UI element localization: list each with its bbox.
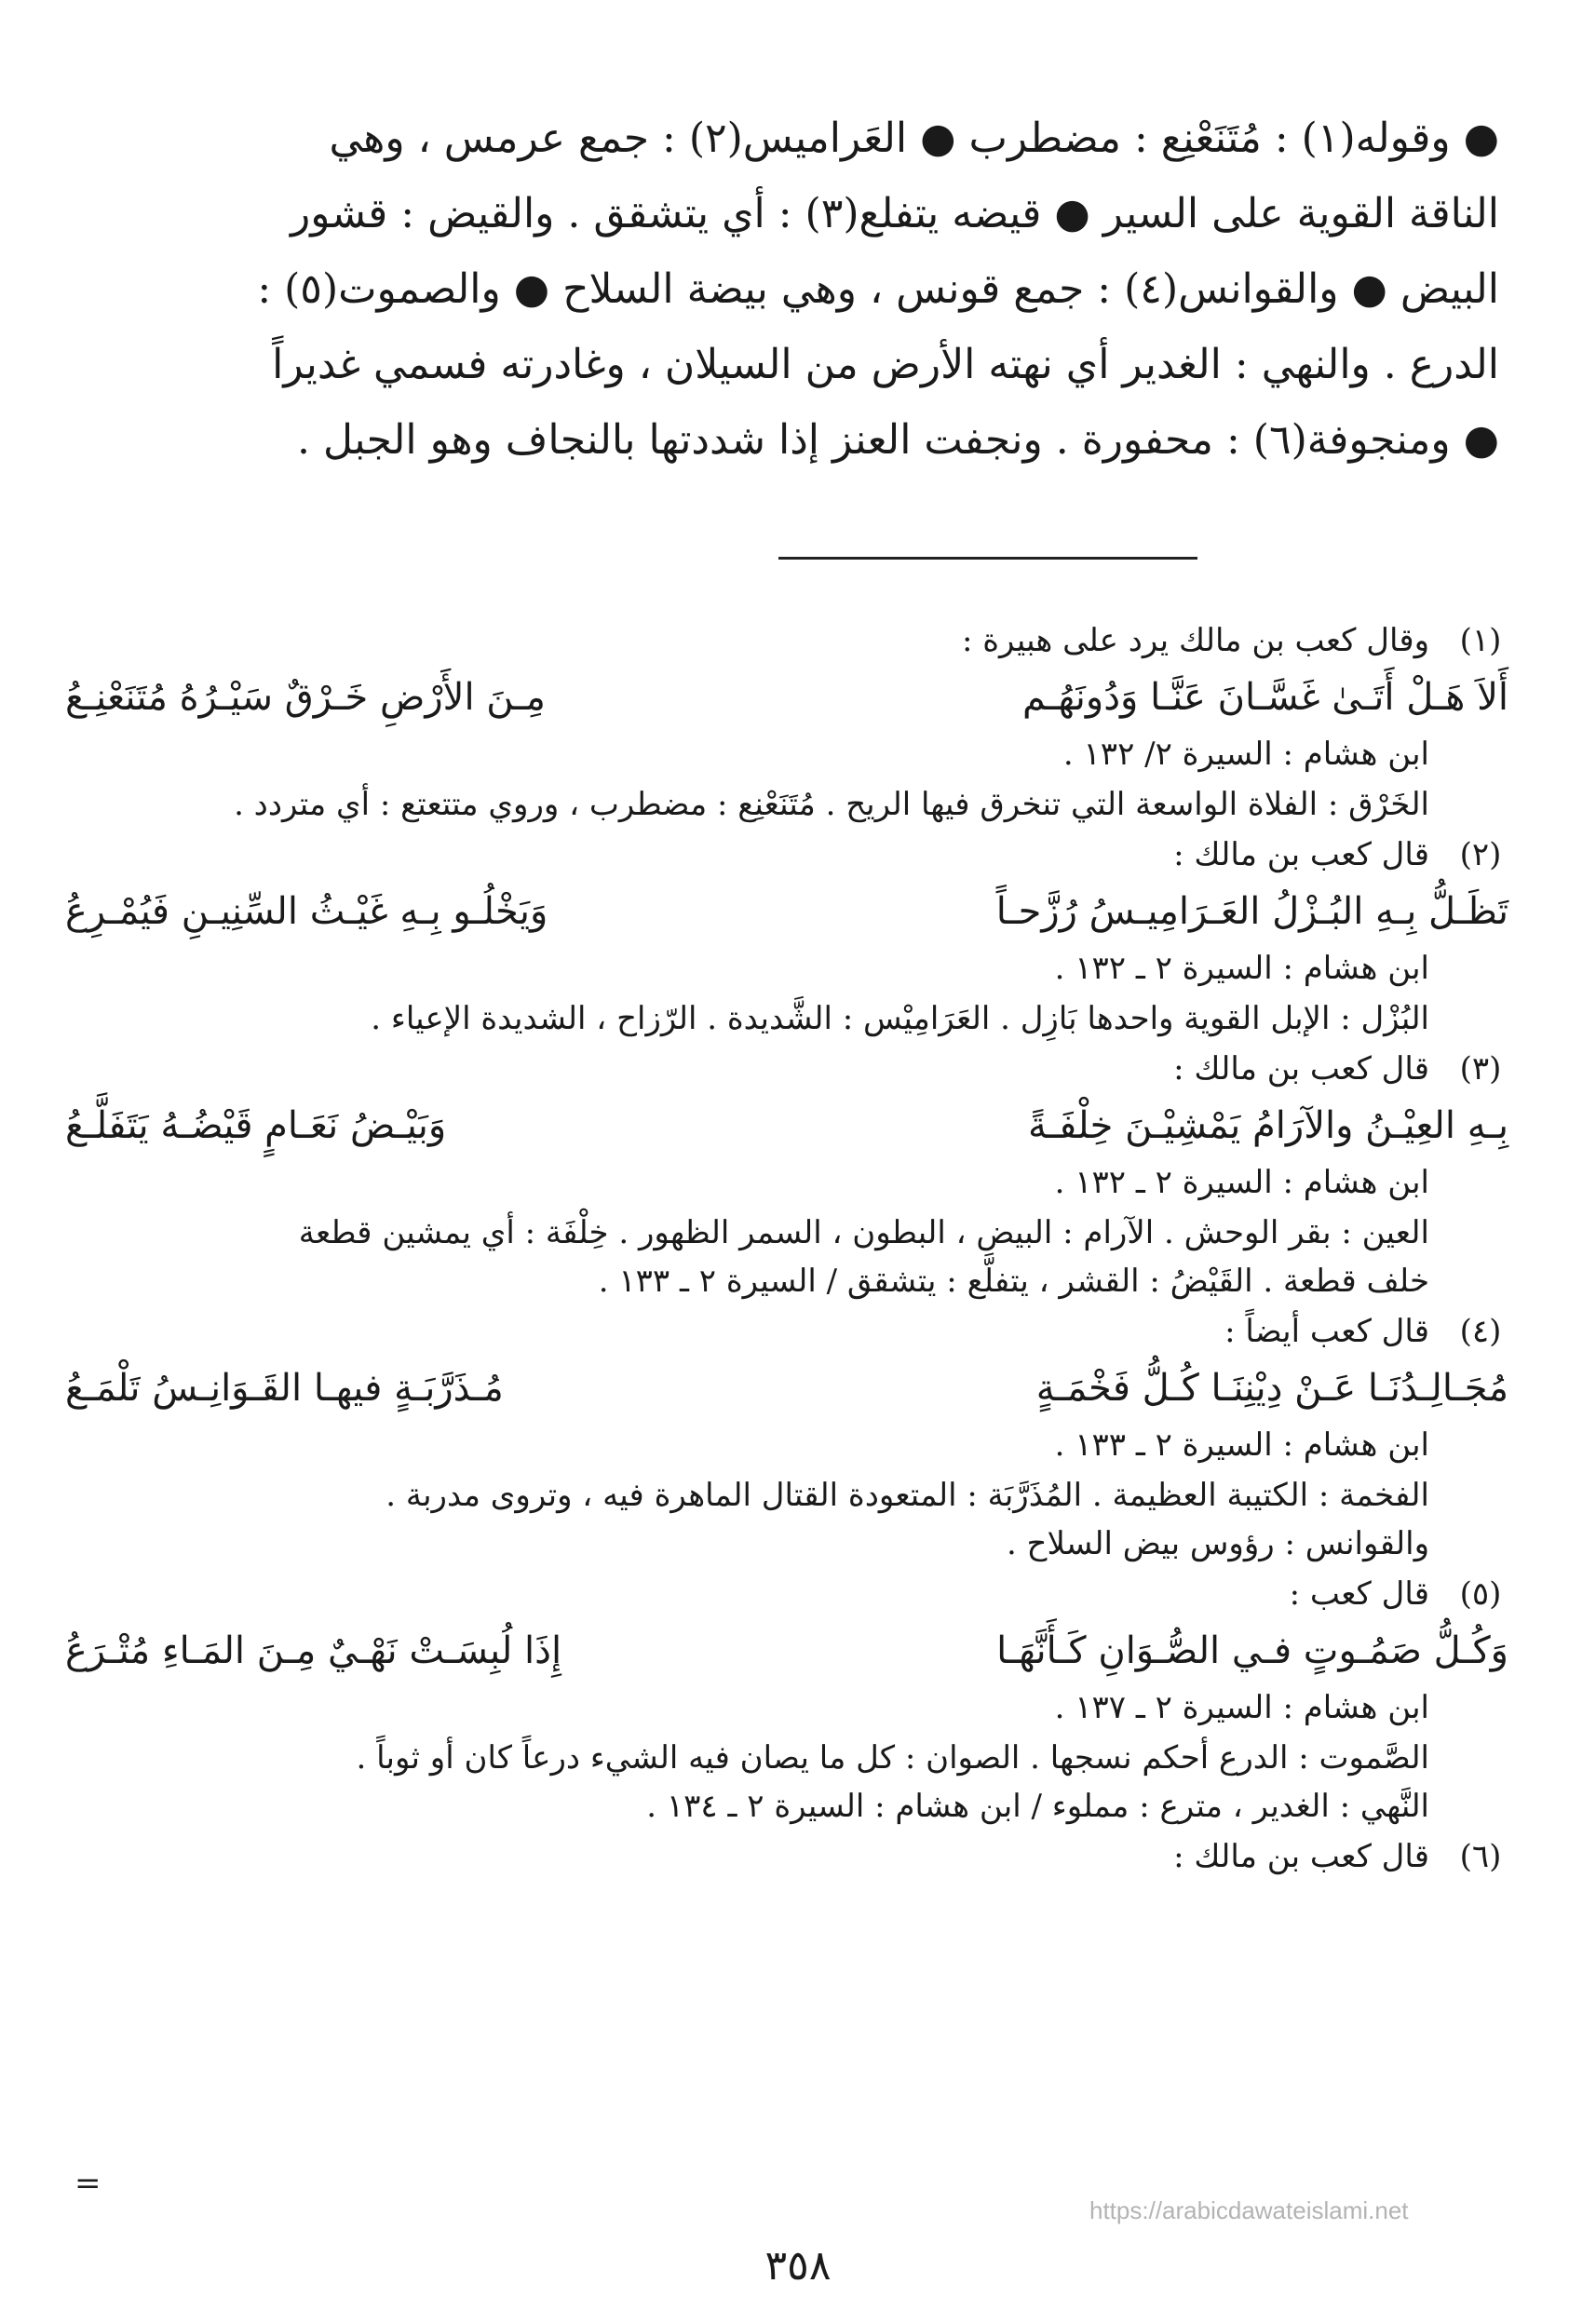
page-number: ٣٥٨ bbox=[764, 2242, 832, 2290]
footnote-4 bbox=[65, 1305, 1518, 1568]
footnote-separator-rule bbox=[778, 557, 1197, 560]
footnote-source: ابن هشام : السيرة ٢/ ١٣٢ . bbox=[1062, 736, 1429, 773]
footnote-number: (٣) bbox=[1459, 1050, 1502, 1088]
main-text-line: ● وقوله(١) : مُتَنَعْنِع : مضطرب ● العَراميس(٢) : جمع عرمس ، وهي bbox=[329, 115, 1499, 162]
verse-line bbox=[65, 1095, 1508, 1156]
verse-line bbox=[65, 1620, 1508, 1682]
footnote-3 bbox=[65, 1043, 1518, 1305]
footnote-source: ابن هشام : السيرة ٢ ـ ١٣٧ . bbox=[1054, 1689, 1429, 1726]
footnote-gloss: خلف قطعة . القَيْضُ : القشر ، يتفلَّع : يتشقق / السيرة ٢ ـ ١٣٣ . bbox=[598, 1263, 1429, 1300]
main-text-line: ● ومنجوفة(٦) : محفورة . ونجفت العنز إذا شددتها بالنجاف وهو الجبل . bbox=[297, 416, 1499, 464]
footnote-source: ابن هشام : السيرة ٢ ـ ١٣٢ . bbox=[1054, 950, 1429, 987]
footnote-gloss: والقوانس : رؤوس بيض السلاح . bbox=[1006, 1525, 1429, 1562]
verse-line bbox=[65, 881, 1508, 942]
footnote-intro: قال كعب : bbox=[1289, 1575, 1429, 1613]
verse-line bbox=[65, 1358, 1508, 1419]
footnote-number: (٥) bbox=[1459, 1575, 1502, 1613]
main-text-block bbox=[65, 101, 1499, 478]
footnote-intro: قال كعب أيضاً : bbox=[1224, 1313, 1429, 1350]
verse-second-hemistich: إِذَا لُبِسَـتْ نَهْـيٌ مِـنَ المَـاءِ مُتْـرَعُ bbox=[65, 1629, 562, 1672]
footnote-2 bbox=[65, 829, 1518, 1043]
footnote-intro: قال كعب بن مالك : bbox=[1173, 1050, 1429, 1088]
footnote-gloss: الصَّموت : الدرع أحكم نسجها . الصوان : كل ما يصان فيه الشيء درعاً كان أو ثوباً . bbox=[356, 1739, 1429, 1777]
watermark-url: https://arabicdawateislami.net bbox=[1089, 2196, 1409, 2224]
footnote-6 bbox=[65, 1831, 1518, 1883]
verse-first-hemistich: وَكُـلُّ صَمُـوتٍ فـي الصُّـوَانِ كَـأَنَّهَـا bbox=[996, 1629, 1508, 1672]
footnotes-section bbox=[65, 615, 1518, 1883]
footnote-gloss: النَّهي : الغدير ، مترع : مملوء / ابن هشام : السيرة ٢ ـ ١٣٤ . bbox=[646, 1788, 1429, 1825]
verse-first-hemistich: بِـهِ العِيْـنُ والآرَامُ يَمْشِيْـنَ خِلْفَـةً bbox=[1028, 1104, 1508, 1147]
footnote-gloss: الخَرْق : الفلاة الواسعة التي تنخرق فيها الريح . مُتَنَعْنِع : مضطرب ، وروي متتعتع : أي متردد . bbox=[234, 786, 1429, 823]
footnote-1 bbox=[65, 615, 1518, 829]
footnote-number: (١) bbox=[1459, 622, 1502, 659]
footnote-5 bbox=[65, 1568, 1518, 1831]
footnote-gloss: الفخمة : الكتيبة العظيمة . المُذَرَّبَة : المتعودة القتال الماهرة فيه ، وتروى مدربة . bbox=[385, 1477, 1429, 1514]
verse-first-hemistich: أَلاَ هَـلْ أَتَـىٰ غَسَّـانَ عَنَّـا وَدُونَهُـم bbox=[1022, 676, 1508, 719]
verse-second-hemistich: وَيَخْلُـو بِـهِ غَيْـثُ السِّنِيـنِ فَيُمْـرِعُ bbox=[65, 890, 548, 933]
footnote-gloss: العين : بقر الوحش . الآرام : البيض ، البطون ، السمر الظهور . خِلْفَة : أي يمشين قطعة bbox=[298, 1214, 1429, 1251]
verse-second-hemistich: وَبَيْـضُ نَعَـامٍ قَيْضُـهُ يَتَفَلَّـعُ bbox=[65, 1104, 447, 1147]
verse-first-hemistich: مُجَـالِـدُنَـا عَـنْ دِيْنِنَـا كُـلُّ فَخْمَـةٍ bbox=[1035, 1367, 1508, 1410]
verse-second-hemistich: مِـنَ الأَرْضِ خَـرْقٌ سَيْـرُهُ مُتَنَعْنِـعُ bbox=[65, 676, 546, 719]
verse-line bbox=[65, 667, 1508, 728]
footnote-intro: قال كعب بن مالك : bbox=[1173, 836, 1429, 873]
footnote-source: ابن هشام : السيرة ٢ ـ ١٣٣ . bbox=[1054, 1426, 1429, 1464]
footnote-intro: وقال كعب بن مالك يرد على هبيرة : bbox=[961, 622, 1429, 659]
footnote-gloss: البُزْل : الإبل القوية واحدها بَازِل . العَرَامِيْس : الشَّديدة . الرّزاح ، الشديدة الإعياء . bbox=[371, 1000, 1429, 1037]
footnote-number: (٦) bbox=[1459, 1838, 1502, 1875]
footnote-number: (٢) bbox=[1459, 836, 1502, 873]
footnote-source: ابن هشام : السيرة ٢ ـ ١٣٢ . bbox=[1054, 1164, 1429, 1201]
continuation-mark: = bbox=[74, 2165, 101, 2202]
footnote-intro: قال كعب بن مالك : bbox=[1173, 1838, 1429, 1875]
verse-first-hemistich: تَظَـلُّ بِـهِ البُـزْلُ العَـرَامِيـسُ رُزَّحـاً bbox=[995, 890, 1508, 933]
main-text-line: البيض ● والقوانس(٤) : جمع قونس ، وهي بيضة السلاح ● والصموت(٥) : bbox=[257, 265, 1499, 313]
main-text-line: الدرع . والنهي : الغدير أي نهته الأرض من السيلان ، وغادرته فسمي غديراً bbox=[272, 341, 1499, 388]
main-text-line: الناقة القوية على السير ● قيضه يتفلع(٣) : أي يتشقق . والقيض : قشور bbox=[291, 190, 1499, 237]
verse-second-hemistich: مُـذَرَّبَـةٍ فيهـا القَـوَانِـسُ تَلْمَـعُ bbox=[65, 1367, 504, 1410]
footnote-number: (٤) bbox=[1459, 1313, 1502, 1350]
